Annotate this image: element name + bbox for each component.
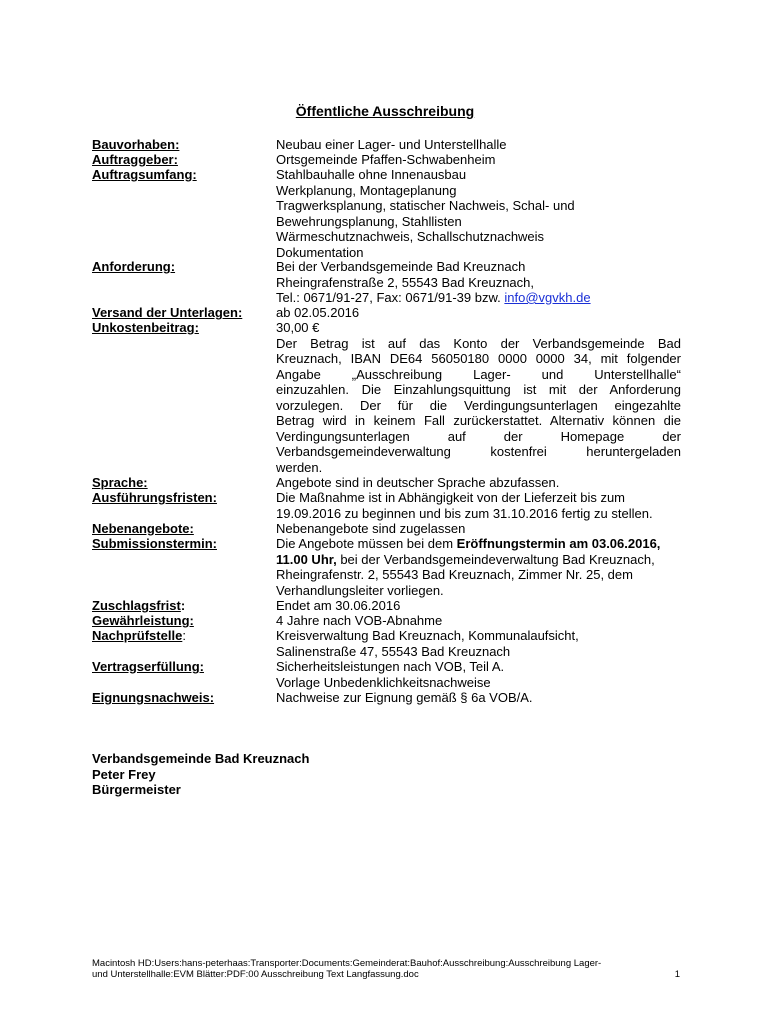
value-line: Endet am 30.06.2016 [276,598,401,613]
signature-name: Peter Frey [92,767,156,782]
value-line: Salinenstraße 47, 55543 Bad Kreuznach [276,643,511,659]
value-line: Betrag wird in keinem Fall zurückerstattet. Alternativ können die [276,413,681,428]
field-value [276,690,681,706]
field-label: Sprache: [92,475,148,490]
value-line: Angabe „Ausschreibung Lager- und Unterstellhalle“ [276,366,681,382]
value-line: 30,00 € [276,320,320,335]
value-line: Nebenangebote sind zugelassen [276,521,466,536]
value-line: Vorlage Unbedenklichkeitsnachweise [276,674,491,690]
field-label [92,598,272,614]
value-line: Wärmeschutznachweis, Schallschutznachweis [276,229,545,244]
field-value [276,490,681,521]
email-link[interactable]: info@vgvkh.de [504,290,591,305]
footer-path-line: und Unterstellhalle:EVM Blätter:PDF:00 Ausschreibung Text Langfassung.doc [92,969,419,980]
value-line: Bei der Verbandsgemeinde Bad Kreuznach [276,259,526,274]
field-label: Bauvorhaben: [92,137,180,152]
value-line: Neubau einer Lager- und Unterstellhalle [276,137,507,152]
value-line [276,552,681,568]
field-label: Eignungsnachweis: [92,690,215,705]
value-line: Sicherheitsleistungen nach VOB, Teil A. [276,659,505,674]
document-footer [92,958,692,980]
footer-path-line: Macintosh HD:Users:hans-peterhaas:Transporter:Documents:Gemeinderat:Bauhof:Ausschreibung:Ausschreibung Lager- [92,958,602,969]
value-line: Nachweise zur Eignung gemäß § 6a VOB/A. [276,690,533,705]
label-colon: : [182,628,186,643]
field-value [276,137,681,153]
value-line: Bewehrungsplanung, Stahllisten [276,213,462,229]
field-value [276,536,681,598]
value-line: Rheingrafenstr. 2, 55543 Bad Kreuznach, Zimmer Nr. 25, dem [276,567,633,582]
field-value [276,305,681,321]
value-line: Ortsgemeinde Pfaffen-Schwabenheim [276,152,496,167]
field-label: Auftragsumfang: [92,167,197,182]
contact-text: Tel.: 0671/91-27, Fax: 0671/91-39 bzw. [276,290,505,305]
value-line: Kreisverwaltung Bad Kreuznach, Kommunalaufsicht, [276,628,579,643]
field-value [276,598,681,614]
field-label: Anforderung: [92,259,176,274]
field-label: Auftraggeber: [92,152,178,167]
label-colon: : [180,598,186,613]
value-line: vorzulegen. Der für die Verdingungsunterlagen eingezahlte [276,397,681,413]
value-line: Verbandsgemeindeverwaltung kostenfrei heruntergeladen [276,444,681,459]
value-line: Rheingrafenstraße 2, 55543 Bad Kreuznach, [276,274,535,290]
field-value [276,659,681,690]
value-line: Tragwerksplanung, statischer Nachweis, Schal- und [276,198,575,213]
value-line: Angebote sind in deutscher Sprache abzufassen. [276,475,560,490]
value-line: Kreuznach, IBAN DE64 56050180 0000 0000 34, mit folgender [276,351,681,366]
field-value [276,628,681,659]
field-value [276,152,681,168]
field-value [276,521,681,537]
field-value [276,613,681,629]
field-value [276,167,681,260]
value-line: Verdingungsunterlagen auf der Homepage der [276,428,681,444]
bold-time: 11.00 Uhr, [276,551,337,567]
field-label [92,628,272,644]
field-label: Gewährleistung: [92,613,194,628]
signature-title: Bürgermeister [92,782,181,797]
value-line: werden. [276,459,323,475]
value-line [276,536,681,552]
field-value [276,259,681,306]
value-line-contact [276,290,681,306]
label-text: Zuschlagsfrist [92,598,181,613]
text-segment: bei der Verbandsgemeindeverwaltung Bad Kreuznach, [336,551,655,567]
value-line: Werkplanung, Montageplanung [276,182,457,198]
value-line: Dokumentation [276,244,364,260]
text-segment: Die Angebote müssen bei dem [276,536,457,551]
field-label: Nebenangebote: [92,521,194,536]
bold-date: Eröffnungstermin am 03.06.2016, [456,536,661,551]
value-line: Die Maßnahme ist in Abhängigkeit von der Lieferzeit bis zum [276,490,626,505]
field-value [276,475,681,491]
signature-organization: Verbandsgemeinde Bad Kreuznach [92,751,310,766]
document-title: Öffentliche Ausschreibung [295,103,475,119]
field-value [276,320,681,475]
value-line: Der Betrag ist auf das Konto der Verbandsgemeinde Bad [276,335,681,351]
field-label: Unkostenbeitrag: [92,320,199,335]
value-line: 19.09.2016 zu beginnen und bis zum 31.10.2016 fertig zu stellen. [276,505,653,521]
value-line: ab 02.05.2016 [276,305,360,320]
value-line: Verhandlungsleiter vorliegen. [276,582,444,598]
value-line: Stahlbauhalle ohne Innenausbau [276,167,467,182]
field-label: Vertragserfüllung: [92,659,204,674]
value-line: einzuzahlen. Die Einzahlungsquittung ist mit der Anforderung [276,382,681,397]
field-label: Versand der Unterlagen: [92,305,243,320]
field-label: Submissionstermin: [92,536,217,551]
label-text: Nachprüfstelle [92,628,183,643]
value-line: 4 Jahre nach VOB-Abnahme [276,613,443,628]
page-number: 1 [674,969,680,980]
field-label: Ausführungsfristen: [92,490,217,505]
